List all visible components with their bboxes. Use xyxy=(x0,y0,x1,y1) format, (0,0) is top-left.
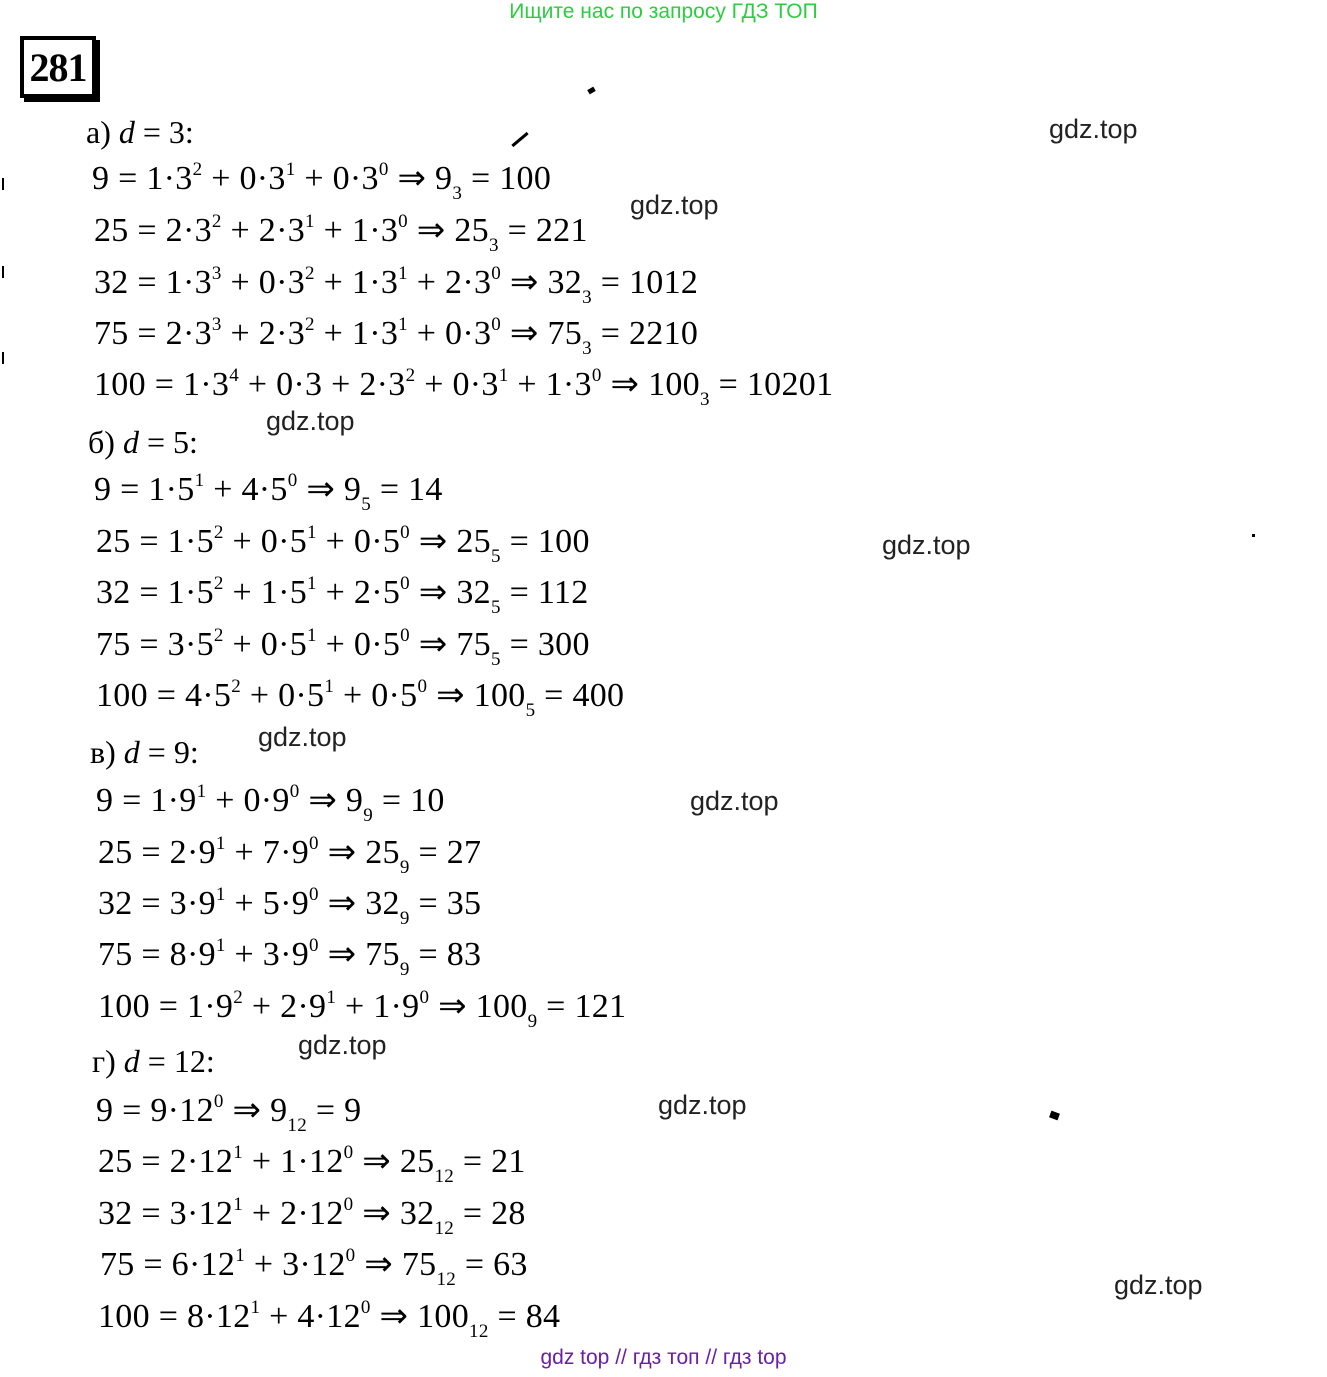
equation-line: $75 = 2\cdot 3^3 + 2\cdot 3^2 + 1\cdot 3^1 + 0\cdot 3^0$ ⇒ $75_3 = 2210$ xyxy=(94,314,699,359)
watermark: gdz.top xyxy=(266,406,355,436)
section-var: d xyxy=(122,424,139,460)
section-value: = 12: xyxy=(139,1043,215,1079)
problem-number: 281 xyxy=(20,36,96,98)
equation-line: $100 = 4\cdot 5^2 + 0\cdot 5^1 + 0\cdot 5^0$ ⇒ $100_5 = 400$ xyxy=(96,676,625,721)
section-value: = 9: xyxy=(139,734,199,770)
equation-line: $25 = 2\cdot 9^1 + 7\cdot 9^0$ ⇒ $25_9 = 27$ xyxy=(98,833,482,878)
watermark: gdz.top xyxy=(882,530,971,560)
section-label: г) xyxy=(92,1043,116,1079)
section-var: d xyxy=(123,734,140,770)
section-label: б) xyxy=(88,424,115,460)
section-head-v xyxy=(90,734,199,771)
equation-line: $9 = 1\cdot 3^2 + 0\cdot 3^1 + 0\cdot 3^0$ ⇒ $9_3 = 100$ xyxy=(92,159,552,204)
equation-line: $75 = 8\cdot 9^1 + 3\cdot 9^0$ ⇒ $75_9 = 83$ xyxy=(98,935,482,980)
scan-speck xyxy=(587,87,596,95)
section-value: = 3: xyxy=(134,114,194,150)
scan-speck xyxy=(511,132,528,147)
top-banner: Ищите нас по запросу ГДЗ ТОП xyxy=(509,0,818,23)
section-var: d xyxy=(118,114,135,150)
equation-line: $75 = 3\cdot 5^2 + 0\cdot 5^1 + 0\cdot 5^0$ ⇒ $75_5 = 300$ xyxy=(96,625,590,670)
scan-speck xyxy=(1049,1111,1060,1121)
section-label: а) xyxy=(86,114,111,150)
bottom-links: gdz top // гдз топ // гдз top xyxy=(540,1346,787,1369)
equation-line: $32 = 3\cdot 12^1 + 2\cdot 12^0$ ⇒ $32_{12} = 28$ xyxy=(98,1194,526,1239)
equation-line: $100 = 8\cdot 12^1 + 4\cdot 12^0$ ⇒ $100_{12} = 84$ xyxy=(98,1297,561,1342)
section-var: d xyxy=(123,1043,140,1079)
scan-speck xyxy=(2,352,4,364)
equation-line: $9 = 9\cdot 12^0$ ⇒ $9_{12} = 9$ xyxy=(96,1091,362,1136)
equation-line: $32 = 3\cdot 9^1 + 5\cdot 9^0$ ⇒ $32_9 = 35$ xyxy=(98,884,482,929)
equation-line: $25 = 1\cdot 5^2 + 0\cdot 5^1 + 0\cdot 5^0$ ⇒ $25_5 = 100$ xyxy=(96,522,590,567)
scan-speck xyxy=(2,178,4,190)
equation-line: $32 = 1\cdot 5^2 + 1\cdot 5^1 + 2\cdot 5^0$ ⇒ $32_5 = 112$ xyxy=(96,573,589,618)
watermark: gdz.top xyxy=(690,786,779,816)
section-head-b xyxy=(88,424,198,461)
watermark: gdz.top xyxy=(1049,114,1138,144)
equation-line: $32 = 1\cdot 3^3 + 0\cdot 3^2 + 1\cdot 3^1 + 2\cdot 3^0$ ⇒ $32_3 = 1012$ xyxy=(94,263,699,308)
watermark: gdz.top xyxy=(658,1090,747,1120)
section-value: = 5: xyxy=(138,424,198,460)
section-head-g xyxy=(92,1043,215,1080)
watermark: gdz.top xyxy=(298,1030,387,1060)
equation-line: $9 = 1\cdot 9^1 + 0\cdot 9^0$ ⇒ $9_9 = 10$ xyxy=(96,781,445,826)
section-label: в) xyxy=(90,734,116,770)
watermark: gdz.top xyxy=(1114,1270,1203,1300)
watermark: gdz.top xyxy=(258,722,347,752)
equation-line: $25 = 2\cdot 3^2 + 2\cdot 3^1 + 1\cdot 3^0$ ⇒ $25_3 = 221$ xyxy=(94,211,588,256)
equation-line: $75 = 6\cdot 12^1 + 3\cdot 12^0$ ⇒ $75_{12} = 63$ xyxy=(100,1245,528,1290)
equation-line: $25 = 2\cdot 12^1 + 1\cdot 12^0$ ⇒ $25_{12} = 21$ xyxy=(98,1142,526,1187)
scan-speck xyxy=(1252,534,1255,537)
watermark: gdz.top xyxy=(630,190,719,220)
equation-line: $100 = 1\cdot 3^4 + 0\cdot 3 + 2\cdot 3^2 + 0\cdot 3^1 + 1\cdot 3^0$ ⇒ $100_3 = 10201$ xyxy=(94,365,834,410)
scan-speck xyxy=(2,266,4,278)
equation-line: $9 = 1\cdot 5^1 + 4\cdot 5^0$ ⇒ $9_5 = 14$ xyxy=(94,470,443,515)
equation-line: $100 = 1\cdot 9^2 + 2\cdot 9^1 + 1\cdot 9^0$ ⇒ $100_9 = 121$ xyxy=(98,987,627,1032)
section-head-a xyxy=(86,114,194,151)
